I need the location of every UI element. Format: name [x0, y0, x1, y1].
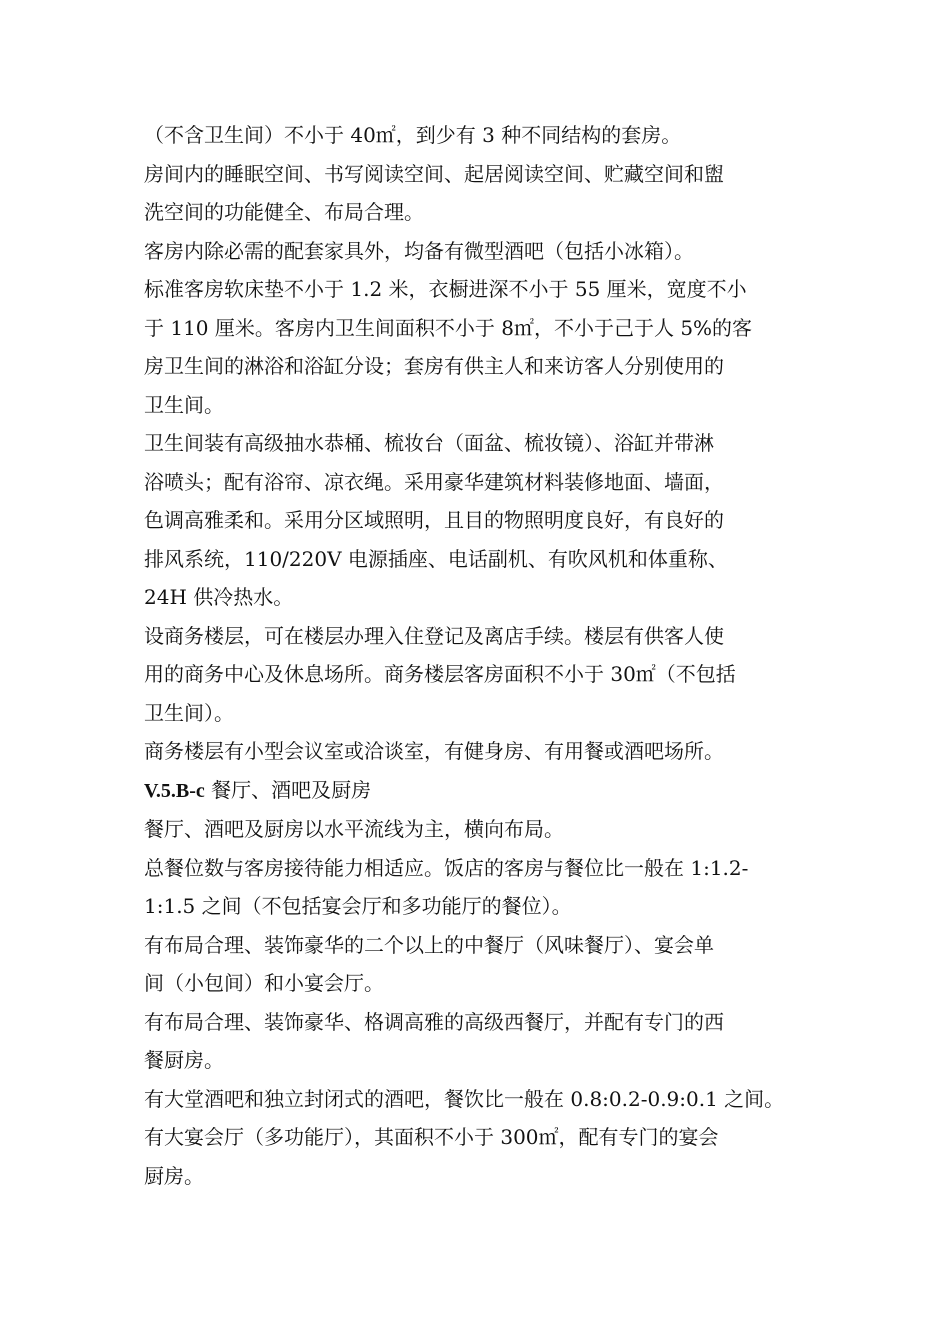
paragraph-suite-area: （不含卫生间）不小于 40㎡，到少有 3 种不同结构的套房。	[144, 123, 682, 147]
paragraph-banquet-hall: 有大宴会厅（多功能厅），其面积不小于 300㎡，配有专门的宴会 厨房。	[144, 1125, 719, 1188]
document-body	[144, 116, 824, 1195]
paragraph-business-floor: 设商务楼层，可在楼层办理入住登记及离店手续。楼层有供客人使 用的商务中心及休息场所。商务楼层客房面积不小于 30㎡（不包括 卫生间）。	[144, 623, 736, 725]
paragraph-seat-ratio: 总餐位数与客房接待能力相适应。饭店的客房与餐位比一般在 1:1.2- 1:1.5 之间（不包括宴会厅和多功能厅的餐位）。	[144, 855, 749, 918]
section-heading-code: V.5.B-c	[144, 779, 205, 802]
paragraph-western-restaurant: 有布局合理、装饰豪华、格调高雅的高级西餐厅，并配有专门的西 餐厨房。	[144, 1009, 724, 1072]
paragraph-room-spaces: 房间内的睡眠空间、书写阅读空间、起居阅读空间、贮藏空间和盥 洗空间的功能健全、布局合理。	[144, 161, 724, 224]
paragraph-bathroom: 卫生间装有高级抽水恭桶、梳妆台（面盆、梳妆镜）、浴缸并带淋 浴喷头；配有浴帘、凉衣绳。采用豪华建筑材料装修地面、墙面， 色调高雅柔和。采用分区域照明，且目的物照明度良好，有良好的 排风系统，110/220V 电源插座、电话副机、有吹风机和体重称、 24H 供冷热水。	[144, 431, 728, 609]
section-heading-title: 餐厅、酒吧及厨房	[204, 777, 372, 802]
paragraph-standard-room: 标准客房软床垫不小于 1.2 米，衣橱进深不小于 55 厘米，宽度不小 于 110 厘米。客房内卫生间面积不小于 8㎡，不小于己于人 5%的客 房卫生间的淋浴和浴缸分设；套房有供主人和来访客人分别使用的 卫生间。	[144, 277, 753, 417]
paragraph-layout: 餐厅、酒吧及厨房以水平流线为主，横向布局。	[144, 817, 564, 841]
paragraph-minibar: 客房内除必需的配套家具外，均备有微型酒吧（包括小冰箱）。	[144, 238, 694, 263]
paragraph-bar: 有大堂酒吧和独立封闭式的酒吧，餐饮比一般在 0.8:0.2-0.9:0.1 之间。	[144, 1086, 785, 1111]
section-heading	[144, 771, 824, 811]
paragraph-business-facilities: 商务楼层有小型会议室或洽谈室，有健身房、有用餐或酒吧场所。	[144, 739, 724, 763]
paragraph-chinese-restaurant: 有布局合理、装饰豪华的二个以上的中餐厅（风味餐厅）、宴会单 间（小包间）和小宴会厅。	[144, 932, 714, 995]
